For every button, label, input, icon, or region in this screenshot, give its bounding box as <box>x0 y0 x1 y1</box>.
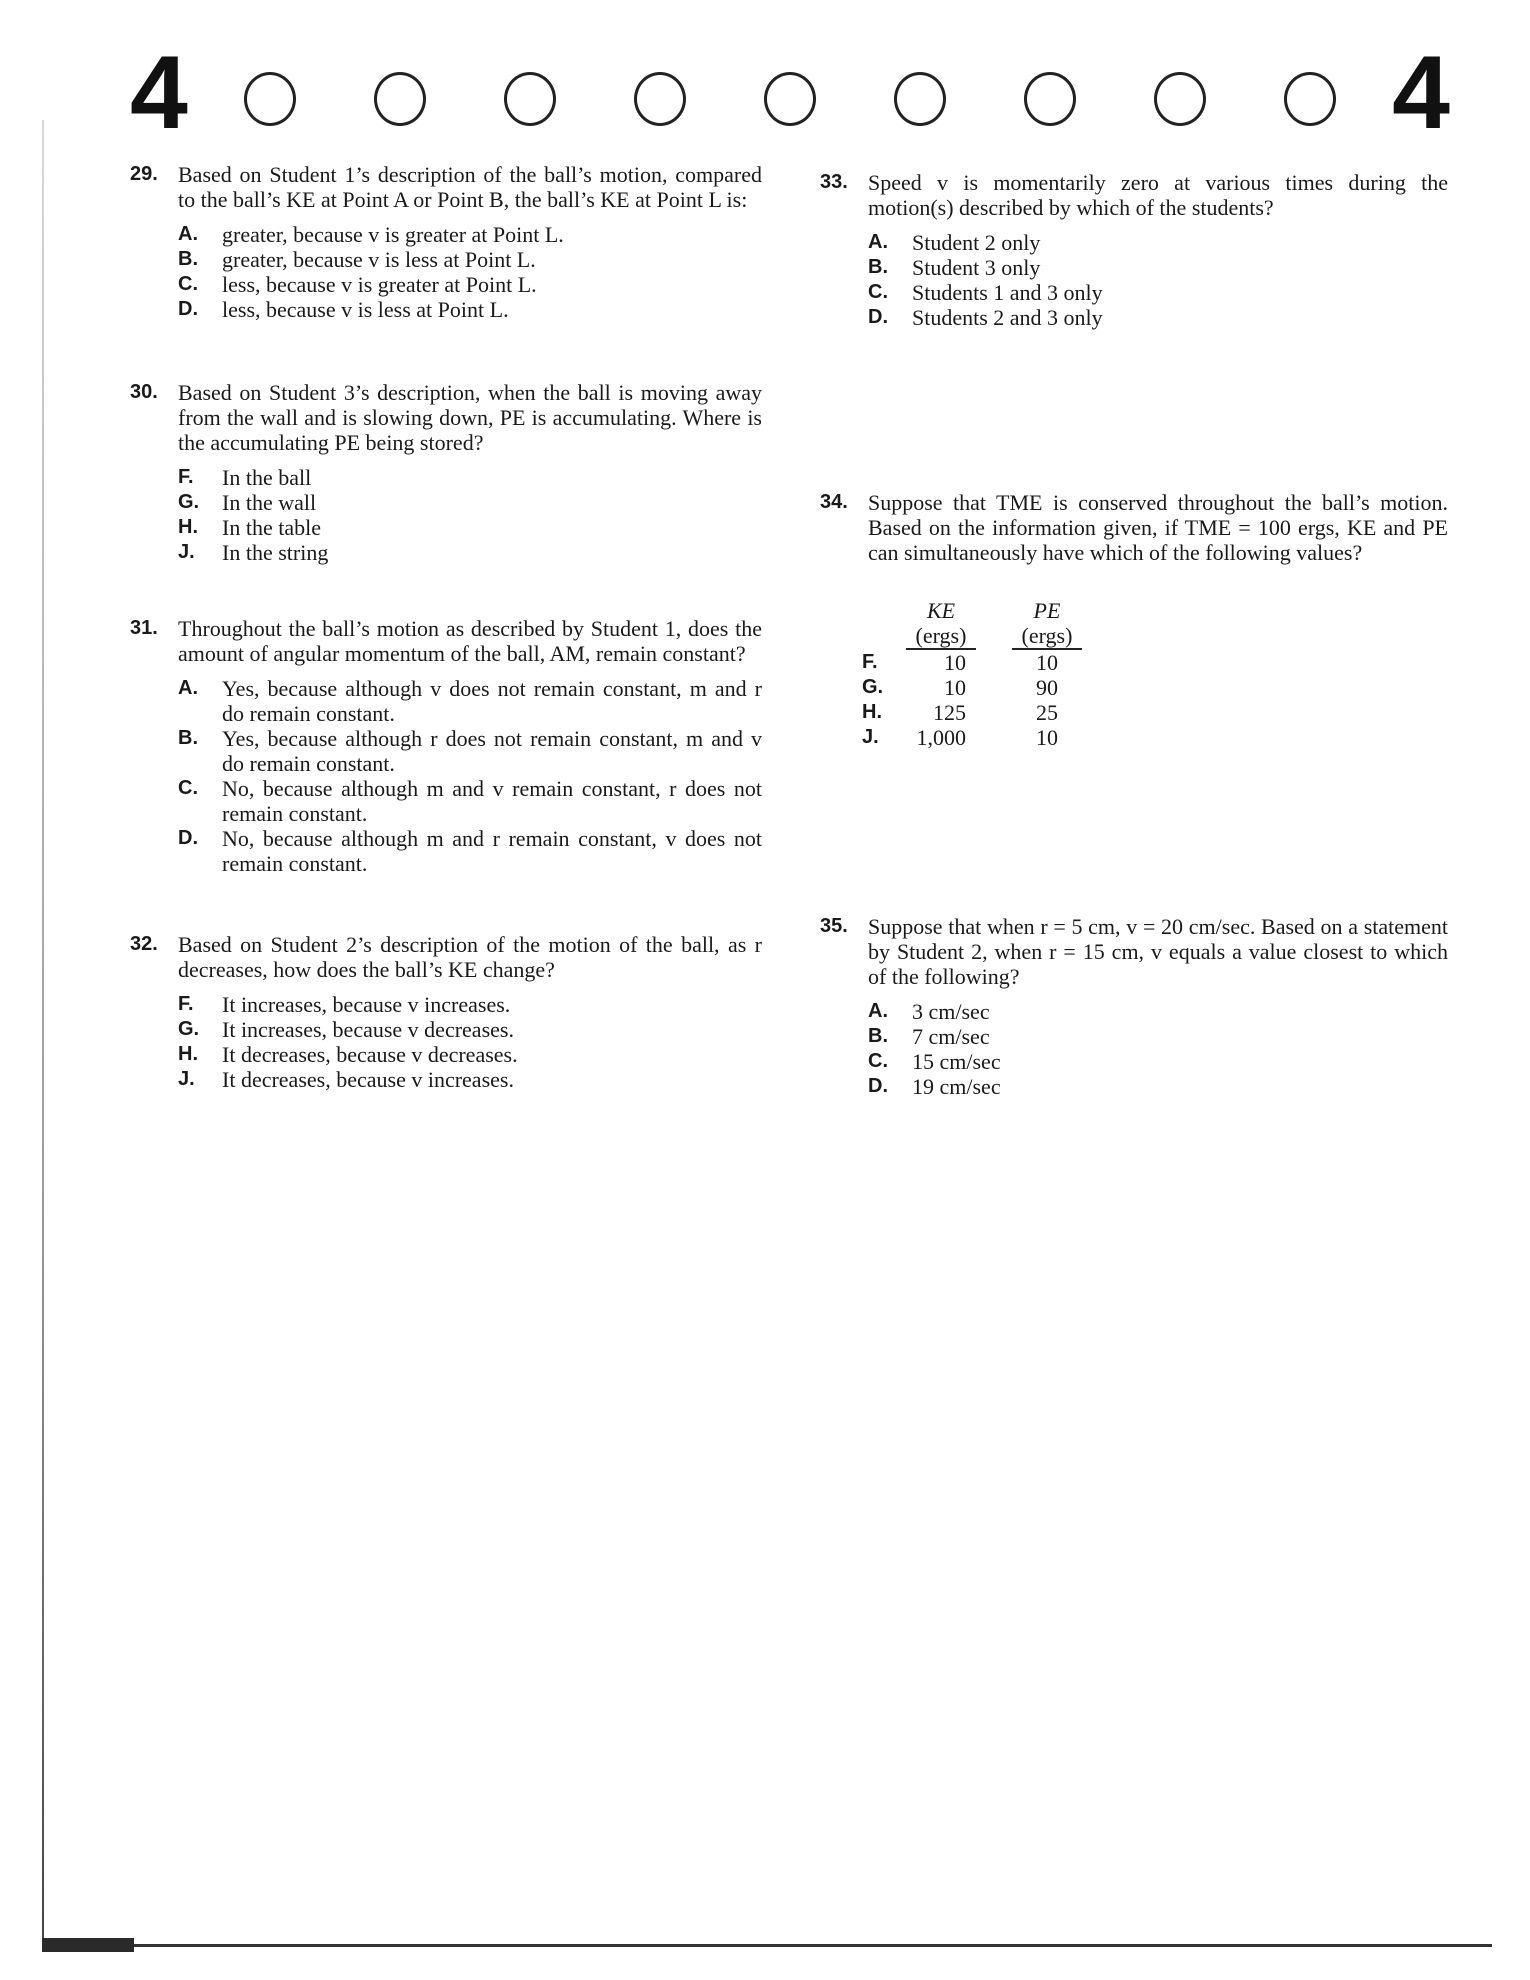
answer-option[interactable] <box>868 1024 1448 1049</box>
pe-value: 10 <box>1036 725 1058 750</box>
question-number: 32. <box>130 933 158 955</box>
question-text: Based on Student 2’s description of the motion of the ball, as r decreases, how does the ball’s KE change? <box>178 932 762 982</box>
answer-option[interactable] <box>178 726 762 776</box>
answer-option[interactable] <box>868 280 1448 305</box>
option-text: It increases, because v decreases. <box>222 1017 514 1042</box>
question-stem <box>820 170 1448 220</box>
option-letter: H. <box>178 1043 198 1065</box>
answer-option[interactable] <box>868 230 1448 255</box>
answer-options <box>130 676 762 876</box>
option-text: In the string <box>222 540 329 565</box>
table-row[interactable] <box>862 675 1082 700</box>
option-letter: D. <box>178 827 198 849</box>
pe-value: 25 <box>1036 700 1058 725</box>
option-text: 3 cm/sec <box>912 999 990 1024</box>
answer-option[interactable] <box>178 1067 762 1092</box>
pe-value: 10 <box>1036 650 1058 675</box>
option-letter: A. <box>178 223 198 245</box>
pe-column-header <box>1012 598 1082 650</box>
answer-option[interactable] <box>178 676 762 726</box>
answer-option[interactable] <box>178 1042 762 1067</box>
answer-option[interactable] <box>178 297 762 322</box>
answer-options <box>130 465 762 565</box>
answer-option[interactable] <box>178 826 762 876</box>
question-number: 30. <box>130 381 158 403</box>
option-text: Yes, because although v does not remain constant, m and r do remain constant. <box>222 676 762 726</box>
option-letter: G. <box>178 1018 200 1040</box>
option-text: greater, because v is less at Point L. <box>222 247 536 272</box>
answer-option[interactable] <box>868 1049 1448 1074</box>
option-text: It decreases, because v increases. <box>222 1067 514 1092</box>
option-letter: J. <box>178 541 195 563</box>
option-text: Yes, because although r does not remain constant, m and v do remain constant. <box>222 726 762 776</box>
circle-row <box>244 72 1384 132</box>
option-letter: B. <box>178 727 198 749</box>
circle-icon <box>1154 72 1206 126</box>
question-31 <box>130 616 762 876</box>
question-number: 29. <box>130 163 158 185</box>
option-text: 19 cm/sec <box>912 1074 1001 1099</box>
option-text: less, because v is less at Point L. <box>222 297 509 322</box>
option-text: greater, because v is greater at Point L. <box>222 222 564 247</box>
option-text: less, because v is greater at Point L. <box>222 272 537 297</box>
option-letter: F. <box>862 651 878 673</box>
option-letter: F. <box>178 993 194 1015</box>
option-text: Students 2 and 3 only <box>912 305 1103 330</box>
option-text: 15 cm/sec <box>912 1049 1001 1074</box>
option-text: 7 cm/sec <box>912 1024 990 1049</box>
ke-unit: (ergs) <box>906 623 976 650</box>
answer-options <box>130 222 762 322</box>
circle-icon <box>1284 72 1336 126</box>
question-text: Suppose that when r = 5 cm, v = 20 cm/sec. Based on a statement by Student 2, when r = 15 cm, v equals a value closest to which of the following? <box>868 914 1448 989</box>
option-text: No, because although m and r remain constant, v does not remain constant. <box>222 826 762 876</box>
ke-label: KE <box>926 598 956 623</box>
pe-label: PE <box>1033 598 1061 623</box>
option-letter: G. <box>178 491 200 513</box>
answer-option[interactable] <box>178 992 762 1017</box>
pe-unit: (ergs) <box>1012 623 1082 650</box>
question-number: 31. <box>130 617 158 639</box>
circle-icon <box>374 72 426 126</box>
ke-column-header <box>906 598 976 650</box>
option-letter: B. <box>868 1025 888 1047</box>
circle-icon <box>1024 72 1076 126</box>
table-row[interactable] <box>862 650 1082 675</box>
option-letter: C. <box>178 777 198 799</box>
option-text: Students 1 and 3 only <box>912 280 1103 305</box>
answer-option[interactable] <box>868 305 1448 330</box>
option-text: Student 2 only <box>912 230 1041 255</box>
answer-option[interactable] <box>868 255 1448 280</box>
answer-option[interactable] <box>178 540 762 565</box>
answer-options <box>820 230 1448 330</box>
question-34 <box>820 490 1448 565</box>
answer-option[interactable] <box>178 776 762 826</box>
option-letter: D. <box>868 1075 888 1097</box>
option-letter: A. <box>868 231 888 253</box>
option-letter: G. <box>862 676 884 698</box>
section-header <box>130 35 1450 151</box>
option-text: It decreases, because v decreases. <box>222 1042 518 1067</box>
option-text: It increases, because v increases. <box>222 992 511 1017</box>
question-text: Speed v is momentarily zero at various times during the motion(s) described by which of the students? <box>868 170 1448 220</box>
question-text: Based on Student 1’s description of the ball’s motion, compared to the ball’s KE at Point A or Point B, the ball’s KE at Point L is: <box>178 162 762 212</box>
question-text: Based on Student 3’s description, when the ball is moving away from the wall and is slowing down, PE is accumulating. Where is the accumulating PE being stored? <box>178 380 762 455</box>
question-text: Throughout the ball’s motion as described by Student 1, does the amount of angular momentum of the ball, AM, remain constant? <box>178 616 762 666</box>
bottom-block <box>42 1938 134 1952</box>
option-text: In the ball <box>222 465 312 490</box>
question-number: 33. <box>820 171 848 193</box>
answer-option[interactable] <box>868 999 1448 1024</box>
ke-value: 1,000 <box>916 725 966 750</box>
option-letter: A. <box>178 677 198 699</box>
option-letter: B. <box>178 248 198 270</box>
option-letter: B. <box>868 256 888 278</box>
question-32 <box>130 932 762 1092</box>
bottom-rule <box>42 1944 1492 1947</box>
option-letter: H. <box>178 516 198 538</box>
question-29 <box>130 162 762 322</box>
question-number: 34. <box>820 491 848 513</box>
answer-option[interactable] <box>178 222 762 247</box>
option-letter: D. <box>178 298 198 320</box>
answer-option[interactable] <box>868 1074 1448 1099</box>
section-number-left: 4 <box>130 35 188 151</box>
ke-value: 10 <box>944 675 966 700</box>
option-letter: C. <box>868 281 888 303</box>
option-text: No, because although m and v remain constant, r does not remain constant. <box>222 776 762 826</box>
question-30 <box>130 380 762 565</box>
ke-value: 10 <box>944 650 966 675</box>
ke-pe-table <box>862 598 1082 750</box>
scan-left-edge <box>42 120 44 1950</box>
question-number: 35. <box>820 915 848 937</box>
section-number-right: 4 <box>1392 35 1450 151</box>
circle-icon <box>504 72 556 126</box>
option-text: Student 3 only <box>912 255 1041 280</box>
question-stem <box>820 490 1448 565</box>
option-letter: J. <box>178 1068 195 1090</box>
answer-option[interactable] <box>178 247 762 272</box>
question-text: Suppose that TME is conserved throughout the ball’s motion. Based on the information given, if TME = 100 ergs, KE and PE can simultaneously have which of the following values? <box>868 490 1448 565</box>
question-33 <box>820 170 1448 330</box>
option-letter: J. <box>862 726 879 748</box>
option-letter: H. <box>862 701 882 723</box>
question-stem <box>130 932 762 982</box>
pe-value: 90 <box>1036 675 1058 700</box>
answer-option[interactable] <box>178 465 762 490</box>
answer-option[interactable] <box>178 515 762 540</box>
ke-value: 125 <box>933 700 966 725</box>
question-35 <box>820 914 1448 1099</box>
answer-option[interactable] <box>178 272 762 297</box>
table-row[interactable] <box>862 700 1082 725</box>
table-row[interactable] <box>862 725 1082 750</box>
table-header <box>862 598 1082 650</box>
answer-option[interactable] <box>178 490 762 515</box>
circle-icon <box>894 72 946 126</box>
circle-icon <box>764 72 816 126</box>
option-letter: D. <box>868 306 888 328</box>
option-letter: F. <box>178 466 194 488</box>
question-stem <box>130 616 762 666</box>
answer-options <box>820 999 1448 1099</box>
option-text: In the table <box>222 515 321 540</box>
question-stem <box>130 380 762 455</box>
answer-options <box>130 992 762 1092</box>
circle-icon <box>244 72 296 126</box>
answer-option[interactable] <box>178 1017 762 1042</box>
option-letter: C. <box>178 273 198 295</box>
option-letter: C. <box>868 1050 888 1072</box>
option-letter: A. <box>868 1000 888 1022</box>
question-stem <box>820 914 1448 989</box>
option-text: In the wall <box>222 490 317 515</box>
circle-icon <box>634 72 686 126</box>
question-stem <box>130 162 762 212</box>
